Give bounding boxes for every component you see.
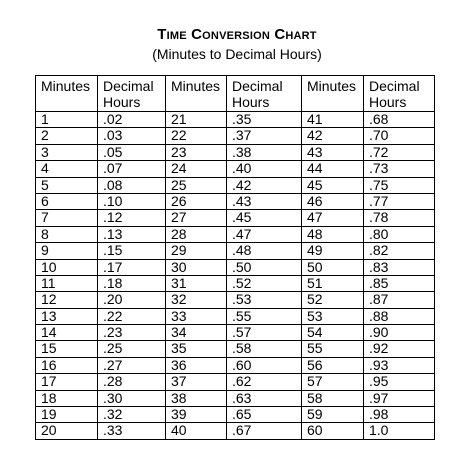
minutes-cell: 52	[302, 292, 364, 308]
decimal-hours-cell: .80	[364, 226, 435, 242]
minutes-cell: 39	[166, 407, 227, 423]
minutes-cell: 12	[36, 292, 98, 308]
decimal-hours-cell: .08	[98, 177, 166, 193]
minutes-cell: 50	[302, 259, 364, 275]
minutes-cell: 30	[166, 259, 227, 275]
decimal-hours-cell: .35	[227, 112, 302, 128]
table-row	[36, 374, 435, 390]
decimal-hours-cell: .02	[98, 112, 166, 128]
decimal-hours-cell: .52	[227, 275, 302, 291]
minutes-cell: 11	[36, 275, 98, 291]
table-row	[36, 357, 435, 373]
minutes-cell: 3	[36, 144, 98, 160]
table-row	[36, 243, 435, 259]
decimal-hours-cell: .75	[364, 177, 435, 193]
minutes-cell: 20	[36, 423, 98, 439]
decimal-hours-cell: .87	[364, 292, 435, 308]
minutes-cell: 14	[36, 325, 98, 341]
minutes-cell: 57	[302, 374, 364, 390]
minutes-cell: 49	[302, 243, 364, 259]
decimal-hours-cell: .15	[98, 243, 166, 259]
table-row	[36, 325, 435, 341]
decimal-hours-cell: .28	[98, 374, 166, 390]
minutes-cell: 40	[166, 423, 227, 439]
table-row	[36, 407, 435, 423]
minutes-cell: 48	[302, 226, 364, 242]
minutes-cell: 35	[166, 341, 227, 357]
decimal-hours-cell: .85	[364, 275, 435, 291]
column-header-minutes: Minutes	[302, 76, 364, 112]
decimal-hours-cell: .68	[364, 112, 435, 128]
minutes-cell: 53	[302, 308, 364, 324]
decimal-hours-cell: .32	[98, 407, 166, 423]
table-row	[36, 341, 435, 357]
minutes-cell: 27	[166, 210, 227, 226]
minutes-cell: 47	[302, 210, 364, 226]
column-header-minutes: Minutes	[36, 76, 98, 112]
column-header-decimal-hours: Decimal Hours	[227, 76, 302, 112]
minutes-cell: 41	[302, 112, 364, 128]
minutes-cell: 19	[36, 407, 98, 423]
minutes-cell: 4	[36, 161, 98, 177]
decimal-hours-cell: .47	[227, 226, 302, 242]
chart-subtitle: (Minutes to Decimal Hours)	[152, 46, 322, 62]
header-row	[36, 76, 435, 112]
decimal-hours-cell: .90	[364, 325, 435, 341]
decimal-hours-cell: .58	[227, 341, 302, 357]
minutes-cell: 29	[166, 243, 227, 259]
decimal-hours-cell: .50	[227, 259, 302, 275]
decimal-hours-cell: .73	[364, 161, 435, 177]
minutes-cell: 36	[166, 357, 227, 373]
decimal-hours-cell: .98	[364, 407, 435, 423]
decimal-hours-cell: .30	[98, 390, 166, 406]
minutes-cell: 9	[36, 243, 98, 259]
decimal-hours-cell: .92	[364, 341, 435, 357]
minutes-cell: 46	[302, 193, 364, 209]
decimal-hours-cell: .78	[364, 210, 435, 226]
decimal-hours-cell: .60	[227, 357, 302, 373]
minutes-cell: 43	[302, 144, 364, 160]
conversion-table	[35, 75, 435, 440]
minutes-cell: 37	[166, 374, 227, 390]
minutes-cell: 42	[302, 128, 364, 144]
minutes-cell: 32	[166, 292, 227, 308]
decimal-hours-cell: .70	[364, 128, 435, 144]
decimal-hours-cell: .07	[98, 161, 166, 177]
minutes-cell: 28	[166, 226, 227, 242]
table-row	[36, 275, 435, 291]
minutes-cell: 58	[302, 390, 364, 406]
minutes-cell: 17	[36, 374, 98, 390]
minutes-cell: 60	[302, 423, 364, 439]
decimal-hours-cell: .77	[364, 193, 435, 209]
minutes-cell: 44	[302, 161, 364, 177]
table-row	[36, 226, 435, 242]
minutes-cell: 8	[36, 226, 98, 242]
decimal-hours-cell: .43	[227, 193, 302, 209]
chart-title: Time Conversion Chart	[157, 26, 317, 43]
table-row	[36, 423, 435, 439]
decimal-hours-cell: .53	[227, 292, 302, 308]
minutes-cell: 51	[302, 275, 364, 291]
decimal-hours-cell: .62	[227, 374, 302, 390]
minutes-cell: 16	[36, 357, 98, 373]
decimal-hours-cell: .48	[227, 243, 302, 259]
table-row	[36, 259, 435, 275]
minutes-cell: 7	[36, 210, 98, 226]
minutes-cell: 6	[36, 193, 98, 209]
decimal-hours-cell: .82	[364, 243, 435, 259]
minutes-cell: 38	[166, 390, 227, 406]
table-row	[36, 144, 435, 160]
decimal-hours-cell: .72	[364, 144, 435, 160]
table-row	[36, 210, 435, 226]
decimal-hours-cell: .67	[227, 423, 302, 439]
decimal-hours-cell: .12	[98, 210, 166, 226]
table-row	[36, 308, 435, 324]
column-header-decimal-hours: Decimal Hours	[98, 76, 166, 112]
decimal-hours-cell: .88	[364, 308, 435, 324]
minutes-cell: 54	[302, 325, 364, 341]
minutes-cell: 31	[166, 275, 227, 291]
column-header-decimal-hours: Decimal Hours	[364, 76, 435, 112]
decimal-hours-cell: .03	[98, 128, 166, 144]
decimal-hours-cell: .83	[364, 259, 435, 275]
decimal-hours-cell: .10	[98, 193, 166, 209]
decimal-hours-cell: .13	[98, 226, 166, 242]
decimal-hours-cell: .05	[98, 144, 166, 160]
minutes-cell: 2	[36, 128, 98, 144]
table-body	[36, 112, 435, 440]
decimal-hours-cell: .63	[227, 390, 302, 406]
table-row	[36, 193, 435, 209]
decimal-hours-cell: .93	[364, 357, 435, 373]
minutes-cell: 24	[166, 161, 227, 177]
decimal-hours-cell: .97	[364, 390, 435, 406]
decimal-hours-cell: .33	[98, 423, 166, 439]
minutes-cell: 13	[36, 308, 98, 324]
decimal-hours-cell: .25	[98, 341, 166, 357]
minutes-cell: 18	[36, 390, 98, 406]
decimal-hours-cell: .45	[227, 210, 302, 226]
decimal-hours-cell: .20	[98, 292, 166, 308]
table-row	[36, 161, 435, 177]
minutes-cell: 23	[166, 144, 227, 160]
minutes-cell: 25	[166, 177, 227, 193]
minutes-cell: 34	[166, 325, 227, 341]
decimal-hours-cell: .65	[227, 407, 302, 423]
decimal-hours-cell: .23	[98, 325, 166, 341]
decimal-hours-cell: .57	[227, 325, 302, 341]
minutes-cell: 21	[166, 112, 227, 128]
minutes-cell: 15	[36, 341, 98, 357]
decimal-hours-cell: 1.0	[364, 423, 435, 439]
decimal-hours-cell: .40	[227, 161, 302, 177]
table-row	[36, 128, 435, 144]
minutes-cell: 1	[36, 112, 98, 128]
column-header-minutes: Minutes	[166, 76, 227, 112]
minutes-cell: 56	[302, 357, 364, 373]
table-row	[36, 292, 435, 308]
minutes-cell: 26	[166, 193, 227, 209]
table-row	[36, 177, 435, 193]
minutes-cell: 45	[302, 177, 364, 193]
minutes-cell: 33	[166, 308, 227, 324]
decimal-hours-cell: .42	[227, 177, 302, 193]
minutes-cell: 59	[302, 407, 364, 423]
minutes-cell: 22	[166, 128, 227, 144]
decimal-hours-cell: .37	[227, 128, 302, 144]
table-row	[36, 390, 435, 406]
decimal-hours-cell: .18	[98, 275, 166, 291]
decimal-hours-cell: .95	[364, 374, 435, 390]
decimal-hours-cell: .38	[227, 144, 302, 160]
decimal-hours-cell: .27	[98, 357, 166, 373]
table-row	[36, 112, 435, 128]
minutes-cell: 5	[36, 177, 98, 193]
minutes-cell: 55	[302, 341, 364, 357]
decimal-hours-cell: .22	[98, 308, 166, 324]
decimal-hours-cell: .55	[227, 308, 302, 324]
minutes-cell: 10	[36, 259, 98, 275]
decimal-hours-cell: .17	[98, 259, 166, 275]
